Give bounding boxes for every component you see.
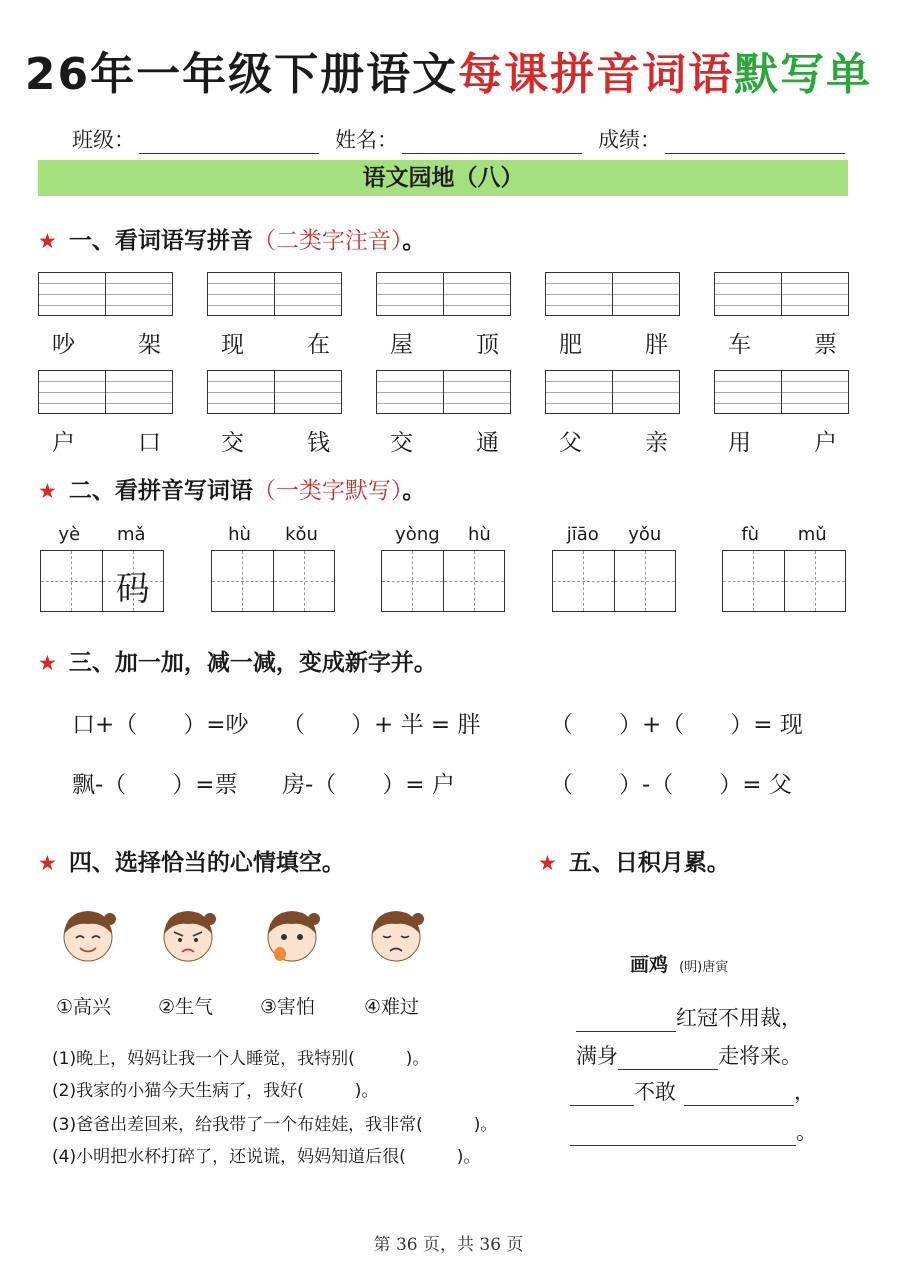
pinyin-writing-box[interactable] (545, 370, 680, 414)
poem-blank-5[interactable] (570, 1124, 796, 1146)
sentence-4[interactable]: (4)小明把水杯打碎了，还说谎，妈妈知道后很( )。 (52, 1147, 481, 1167)
tianzi-box (722, 550, 846, 612)
word-char: 钱 (307, 430, 330, 456)
poem-line-2 (576, 1040, 802, 1070)
pinyin-writing-box[interactable] (545, 272, 680, 316)
option-sad: ④难过 (364, 996, 420, 1018)
word-char: 架 (138, 332, 161, 358)
poem-line-1-text: 红冠不用裁， (676, 1006, 802, 1030)
word-char: 在 (307, 332, 330, 358)
title-part-3: 默写单 (734, 49, 873, 100)
pinyin-box-half[interactable] (546, 371, 613, 413)
section-4-heading: 四、选择恰当的心情填空。 (68, 850, 345, 876)
word-chars (545, 424, 680, 457)
pinyin-box-half[interactable] (275, 371, 341, 413)
scared-face-icon (256, 902, 326, 964)
word-char: 父 (559, 430, 582, 456)
tianzi-box (381, 550, 505, 612)
equation-1-1[interactable]: 口+（ ）=吵 (72, 712, 249, 738)
pinyin-writing-box[interactable] (38, 370, 173, 414)
word-chars (714, 424, 849, 457)
title-part-2: 每课拼音词语 (458, 49, 735, 100)
poem-title: 画鸡 (630, 954, 669, 976)
tianzi-cell[interactable] (382, 551, 444, 611)
word-char: 吵 (52, 332, 75, 358)
word-writing-item (40, 524, 164, 612)
pinyin-box-half[interactable] (613, 273, 679, 315)
tianzi-cell[interactable] (553, 551, 615, 611)
word-char: 肥 (559, 332, 582, 358)
pinyin-label: mǔ (797, 524, 827, 545)
angry-face-icon (152, 902, 222, 964)
pinyin-box-half[interactable] (39, 273, 106, 315)
sentence-1[interactable]: (1)晚上，妈妈让我一个人睡觉，我特别( )。 (52, 1049, 430, 1069)
equation-2-2[interactable]: 房-（ ）= 户 (282, 772, 455, 798)
section-1-title (38, 222, 425, 255)
pinyin-box-half[interactable] (444, 371, 510, 413)
lesson-banner: 语文园地（八） (38, 160, 848, 196)
pinyin-box-half[interactable] (275, 273, 341, 315)
pinyin-item (714, 370, 849, 457)
equation-2-1[interactable]: 飘-（ ）=票 (72, 772, 238, 798)
section-3-heading: 三、加一加，减一减，变成新字并。 (68, 650, 437, 676)
section-3-title (38, 644, 437, 677)
pinyin-box-half[interactable] (377, 371, 444, 413)
tianzi-box (211, 550, 335, 612)
pinyin-label-row (552, 524, 676, 546)
pinyin-item (376, 370, 511, 457)
tianzi-cell[interactable] (615, 551, 676, 611)
pinyin-label-row (40, 524, 164, 546)
sentence-3[interactable]: (3)爸爸出差回来，给我带了一个布娃娃，我非常( )。 (52, 1115, 498, 1135)
pinyin-item (376, 272, 511, 359)
star-icon: ★ (38, 651, 57, 675)
equation-2-3[interactable]: （ ）-（ ）= 父 (550, 772, 792, 798)
word-char: 户 (52, 430, 75, 456)
pinyin-writing-box[interactable] (376, 370, 511, 414)
poem-line-1 (576, 1002, 802, 1032)
tianzi-box (552, 550, 676, 612)
word-char: 用 (728, 430, 751, 456)
pinyin-label-row (381, 524, 505, 546)
tianzi-cell[interactable] (723, 551, 785, 611)
pinyin-item (38, 272, 173, 359)
word-char: 票 (814, 332, 837, 358)
section-2-title (38, 472, 425, 505)
happy-face-icon (52, 902, 122, 964)
word-char: 户 (814, 430, 837, 456)
star-icon: ★ (38, 851, 57, 875)
tianzi-cell[interactable] (785, 551, 846, 611)
name-label: 姓名： (335, 128, 398, 152)
pinyin-label: fù (741, 524, 760, 545)
poem-line-3 (570, 1076, 815, 1106)
word-char: 车 (728, 332, 751, 358)
word-writing-item (722, 524, 846, 612)
score-label: 成绩： (598, 128, 661, 152)
section-1-hint: （二类字注音） (252, 228, 403, 254)
pinyin-box-half[interactable] (208, 273, 275, 315)
section-1-heading: 一、看词语写拼音 (68, 228, 253, 254)
pinyin-box-half[interactable] (208, 371, 275, 413)
sad-face-icon (360, 902, 430, 964)
tianzi-cell[interactable] (274, 551, 335, 611)
pinyin-label: yòng (395, 524, 440, 545)
pinyin-label: mǎ (117, 524, 146, 545)
star-icon: ★ (38, 229, 57, 253)
word-char: 交 (390, 430, 413, 456)
section-4-title (38, 844, 345, 877)
poem-blank-4[interactable] (684, 1084, 794, 1106)
section-2-hint: （一类字默写） (252, 478, 403, 504)
pinyin-box-half[interactable] (715, 273, 782, 315)
pinyin-item (714, 272, 849, 359)
pinyin-item (207, 370, 342, 457)
tianzi-cell[interactable] (444, 551, 505, 611)
pinyin-label-row (722, 524, 846, 546)
page-title (0, 38, 897, 102)
equation-1-3[interactable]: （ ）+（ ）= 现 (550, 712, 803, 738)
poem-blank-1[interactable] (576, 1010, 676, 1032)
option-angry: ②生气 (158, 996, 214, 1018)
option-scared: ③害怕 (260, 996, 316, 1018)
student-info-row (72, 124, 852, 154)
pinyin-label: yè (58, 524, 81, 545)
word-char: 交 (221, 430, 244, 456)
tianzi-cell[interactable] (41, 551, 103, 611)
word-char: 口 (138, 430, 161, 456)
tianzi-cell[interactable] (212, 551, 274, 611)
poem-heading (630, 950, 728, 977)
pinyin-box-half[interactable] (39, 371, 106, 413)
word-writing-item (211, 524, 335, 612)
word-chars (38, 424, 173, 457)
pinyin-box-half[interactable] (782, 273, 848, 315)
poem-line-2-text: 走将来。 (718, 1044, 802, 1068)
word-char: 现 (221, 332, 244, 358)
sentence-2[interactable]: (2)我家的小猫今天生病了，我好( )。 (52, 1081, 379, 1101)
word-chars (207, 424, 342, 457)
word-char: 胖 (645, 332, 668, 358)
pinyin-box-half[interactable] (715, 371, 782, 413)
poem-line-3-mid: 不敢 (634, 1080, 676, 1104)
pinyin-box-half[interactable] (782, 371, 848, 413)
tianzi-box (40, 550, 164, 612)
poem-blank-3[interactable] (570, 1084, 634, 1106)
pinyin-writing-box[interactable] (376, 272, 511, 316)
pinyin-label: jīāo (566, 524, 599, 545)
pinyin-box-half[interactable] (546, 273, 613, 315)
pinyin-label: hù (228, 524, 251, 545)
pinyin-item (38, 370, 173, 457)
word-writing-item (381, 524, 505, 612)
word-writing-item (552, 524, 676, 612)
word-chars (207, 326, 342, 359)
option-happy: ①高兴 (56, 996, 112, 1018)
section-1-end: 。 (402, 228, 426, 254)
poem-line-4-end: 。 (796, 1120, 817, 1144)
word-chars (714, 326, 849, 359)
pinyin-label: kǒu (285, 524, 318, 545)
pinyin-item (207, 272, 342, 359)
poem-line-4 (570, 1116, 817, 1146)
pinyin-label: hù (467, 524, 491, 545)
title-part-1: 26年一年级下册语文 (24, 49, 459, 100)
pinyin-writing-box[interactable] (38, 272, 173, 316)
pinyin-box-half[interactable] (377, 273, 444, 315)
pinyin-box-half[interactable] (106, 273, 172, 315)
pinyin-writing-box[interactable] (714, 370, 849, 414)
word-chars (376, 326, 511, 359)
section-5-heading: 五、日积月累。 (568, 850, 730, 876)
poem-author: (明)唐寅 (679, 960, 729, 975)
pinyin-item (545, 272, 680, 359)
pinyin-writing-box[interactable] (207, 272, 342, 316)
section-2-heading: 二、看拼音写词语 (68, 478, 253, 504)
poem-line-2-pre: 满身 (576, 1044, 618, 1068)
star-icon: ★ (38, 479, 57, 503)
star-icon: ★ (538, 851, 557, 875)
equation-1-2[interactable]: （ ）+ 半 = 胖 (282, 712, 481, 738)
tianzi-cell[interactable] (103, 551, 164, 611)
pinyin-writing-box[interactable] (714, 272, 849, 316)
pinyin-label-row (211, 524, 335, 546)
score-field[interactable] (665, 132, 845, 154)
pinyin-box-half[interactable] (613, 371, 679, 413)
word-char: 顶 (476, 332, 499, 358)
word-chars (545, 326, 680, 359)
word-char: 亲 (645, 430, 668, 456)
word-char: 屋 (390, 332, 413, 358)
word-chars (376, 424, 511, 457)
section-2-end: 。 (402, 478, 426, 504)
pinyin-label: yǒu (628, 524, 662, 545)
section-5-title (538, 844, 730, 877)
class-label: 班级： (72, 128, 135, 152)
written-char: 码 (115, 569, 150, 609)
name-field[interactable] (402, 132, 582, 154)
poem-line-3-end: ， (794, 1080, 815, 1104)
pinyin-box-half[interactable] (106, 371, 172, 413)
word-char: 通 (476, 430, 499, 456)
pinyin-item (545, 370, 680, 457)
pinyin-writing-box[interactable] (207, 370, 342, 414)
page-number: 第 36 页，共 36 页 (373, 1235, 524, 1255)
class-field[interactable] (139, 132, 319, 154)
pinyin-box-half[interactable] (444, 273, 510, 315)
poem-blank-2[interactable] (618, 1048, 718, 1070)
word-chars (38, 326, 173, 359)
